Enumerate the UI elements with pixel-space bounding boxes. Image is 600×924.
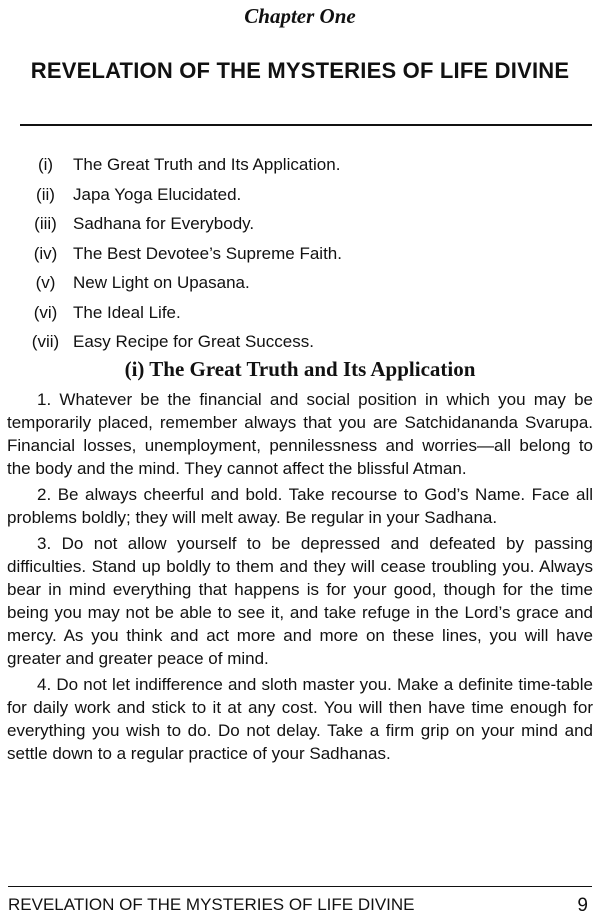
contents-item-number: (iv) [33,243,58,263]
section-body [7,388,593,768]
body-paragraph: 1. Whatever be the financial and social position in which you may be temporarily placed, remember always that you are Satchidananda Svarupa. Financial losses, unemployment, pennilessness and worries—all belong to the body and the mind. They cannot affect the blissful Atman. [7,390,593,478]
section-heading: (i) The Great Truth and Its Application [124,357,476,381]
running-title: REVELATION OF THE MYSTERIES OF LIFE DIVINE [8,895,415,914]
contents-item [18,209,588,239]
contents-item-text: New Light on Upasana. [73,273,250,292]
contents-item [18,298,588,328]
contents-item [18,327,588,357]
contents-item-text: The Ideal Life. [73,302,181,322]
page-number: 9 [577,895,588,916]
title-divider [20,124,592,126]
contents-item-number: (v) [35,273,56,292]
running-footer [8,895,592,917]
footer-divider [8,886,592,887]
chapter-contents-list [18,150,588,357]
body-paragraph: 3. Do not allow yourself to be depressed and defeated by passing difficulties. Stand up boldly to them and they will cease troubling you. Always bear in mind everything that happens is for your good, though for the time being you may not be able to see it, and take refuge in the Lord’s grace and mercy. As you think and act more and more on these lines, you will have greater and greater peace of mind. [7,534,593,668]
contents-item-text: Japa Yoga Elucidated. [73,184,242,204]
contents-item-number: (iii) [34,214,57,233]
contents-item-text: Easy Recipe for Great Success. [73,332,314,351]
contents-item [18,239,588,269]
body-paragraph: 4. Do not let indifference and sloth master you. Make a definite time-table for daily work and stick to it at any cost. You will then have time enough for everything you wish to do. Do not delay. Take a firm grip on your mind and settle down to a regular practice of your Sadhanas. [7,675,593,763]
contents-item-number: (ii) [36,184,55,204]
contents-item [18,268,588,298]
body-paragraph: 2. Be always cheerful and bold. Take recourse to God’s Name. Face all problems boldly; they will melt away. Be regular in your Sadhana. [7,485,593,527]
contents-item-text: The Great Truth and Its Application. [73,155,341,174]
contents-item-number: (vii) [31,332,60,351]
contents-item-number: (vi) [33,302,58,322]
contents-item-text: Sadhana for Everybody. [73,214,255,233]
contents-item-number: (i) [37,155,54,174]
chapter-label: Chapter One [244,4,356,28]
chapter-title: REVELATION OF THE MYSTERIES OF LIFE DIVINE [30,58,570,83]
contents-item-text: The Best Devotee’s Supreme Faith. [73,243,342,263]
contents-item [18,150,588,180]
contents-item [18,180,588,210]
